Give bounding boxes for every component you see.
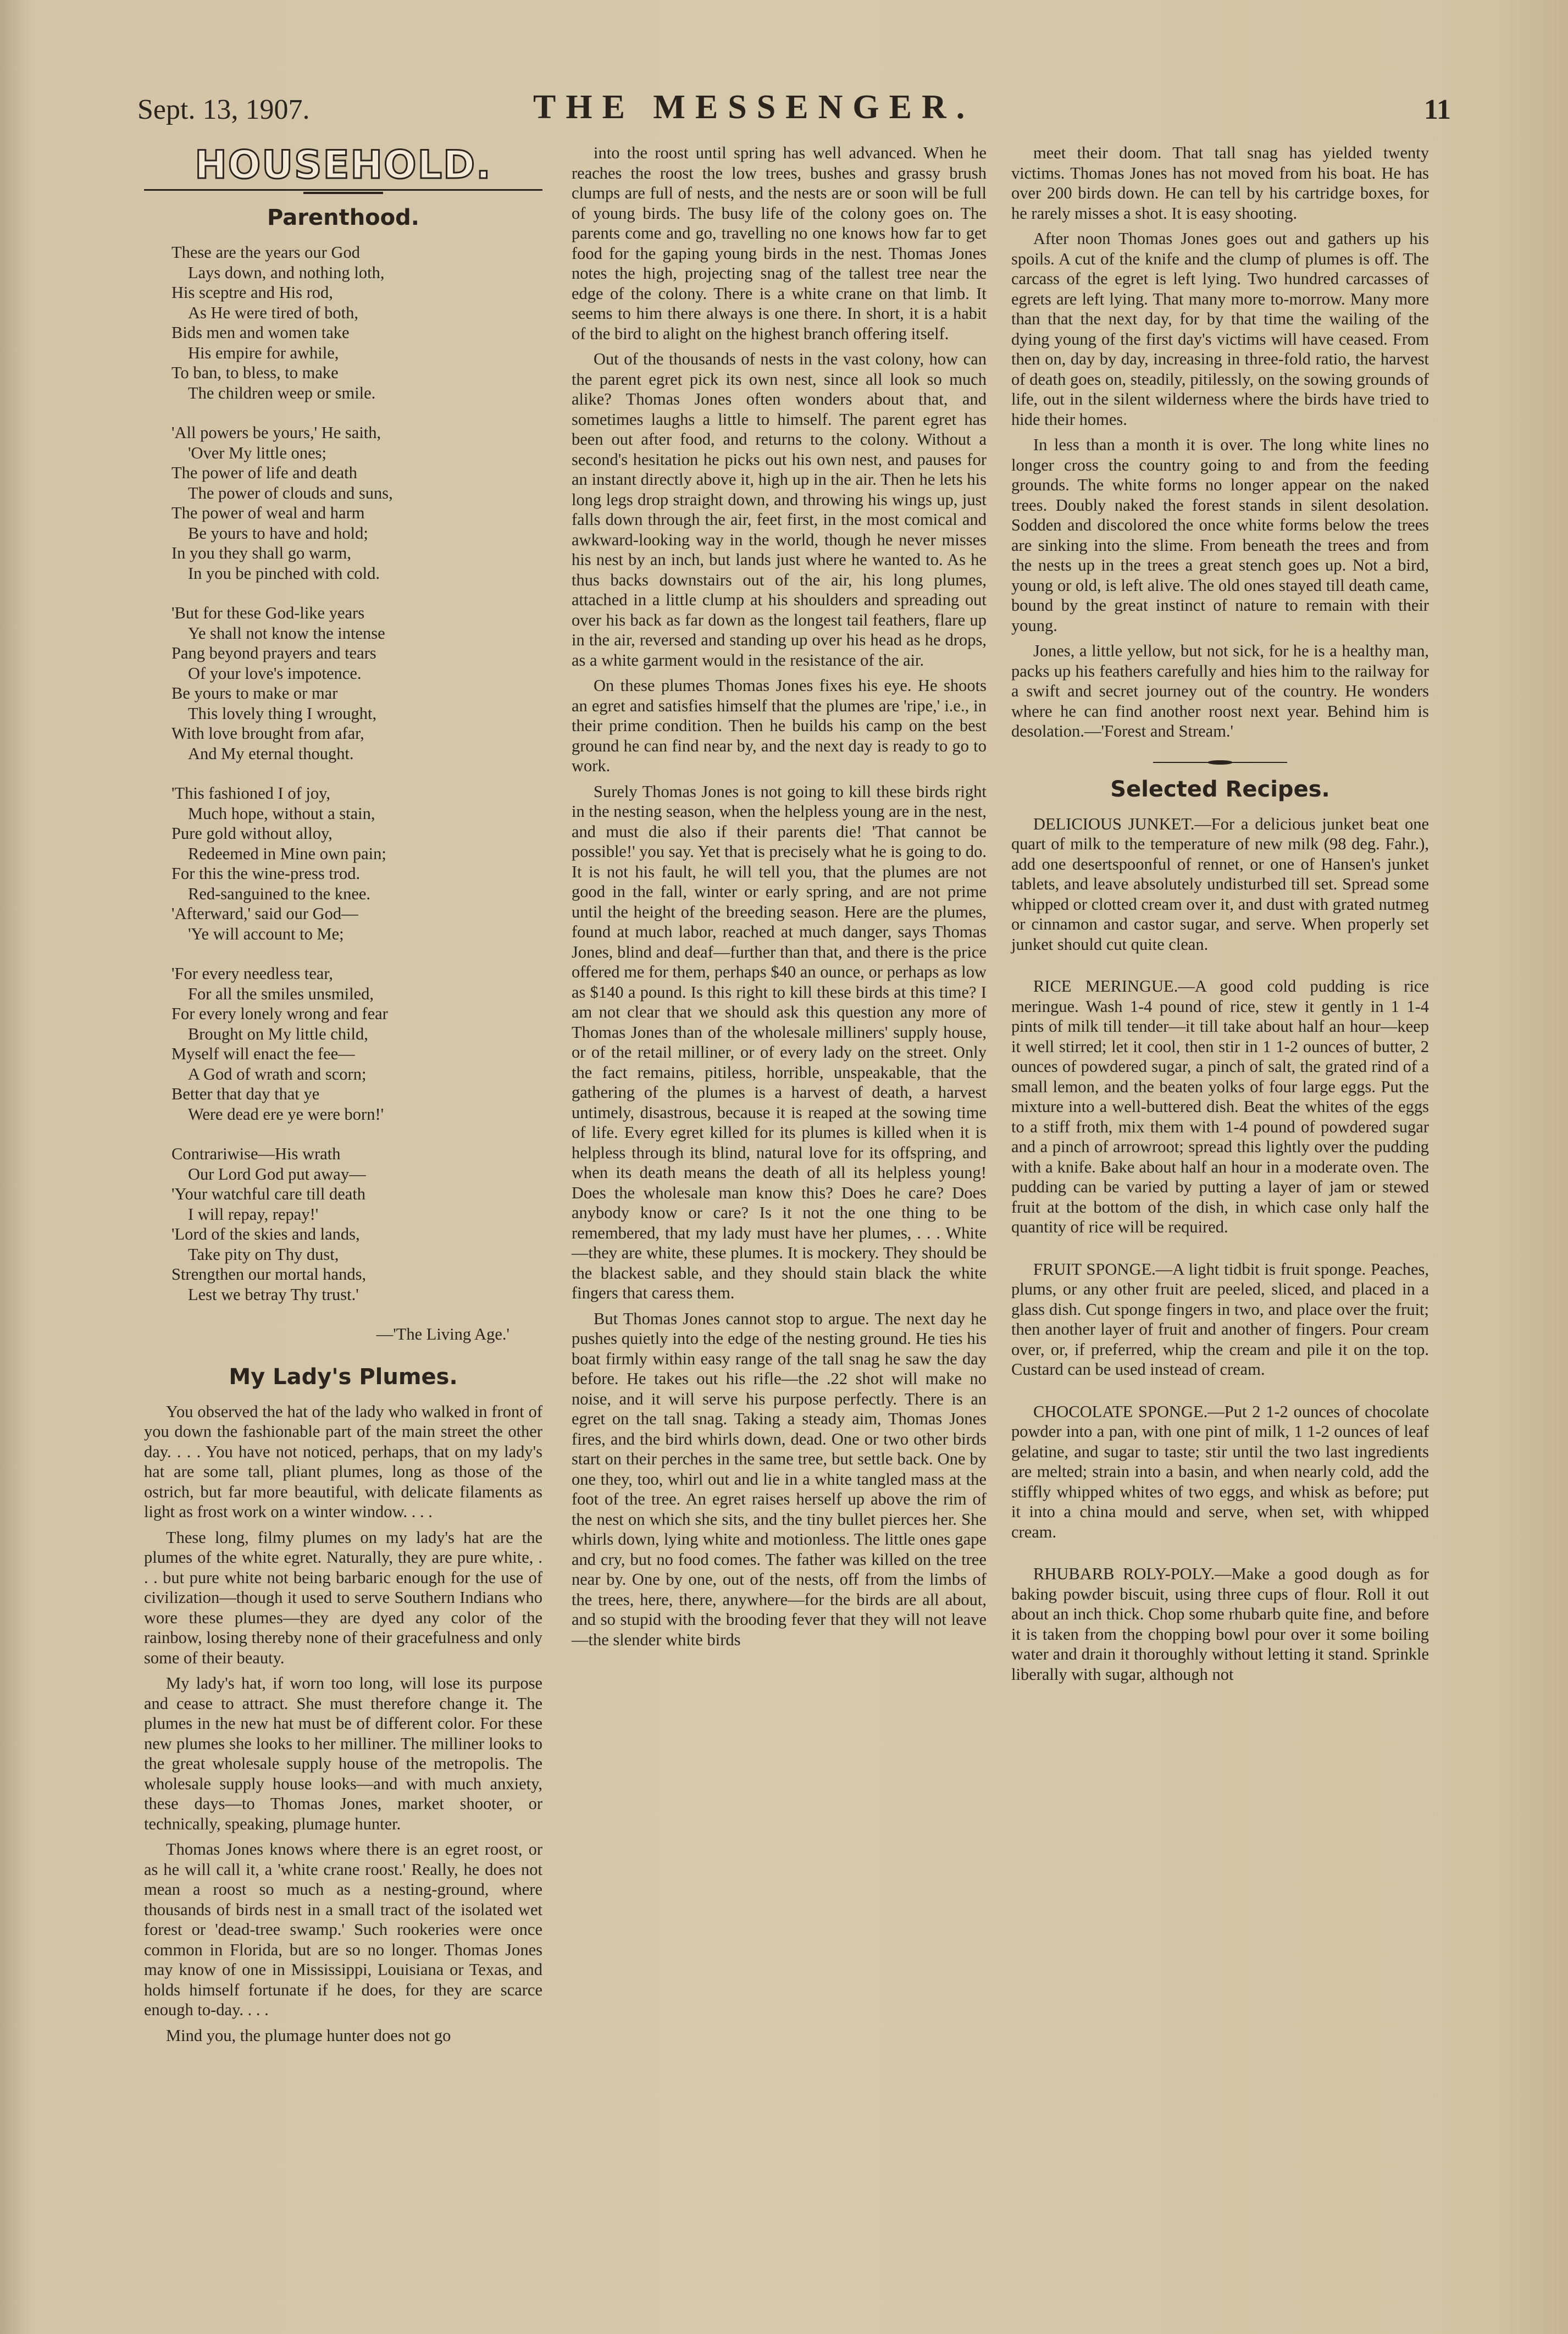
article-divider <box>1011 758 1429 767</box>
poem-line: Of your love's impotence. <box>188 663 362 683</box>
heading-rule <box>144 189 542 195</box>
parenthood-poem <box>171 242 542 1304</box>
poem-line: The children weep or smile. <box>188 383 376 402</box>
poem-line: And My eternal thought. <box>188 744 354 763</box>
article-paragraph: meet their doom. That tall snag has yielded twenty victims. Thomas Jones has not moved from his boat. He has over 200 birds down. He can tell by his cartridge boxes, for he rarely misses a shot. It is easy shooting. <box>1011 143 1429 223</box>
poem-line: With love brought from afar, <box>171 724 364 743</box>
poem-stanza <box>171 783 542 944</box>
poem-line: 'For every needless tear, <box>171 964 333 983</box>
plumes-text-col2 <box>572 143 987 1650</box>
poem-stanza <box>171 964 542 1124</box>
poem-line: 'Over My little ones; <box>188 443 326 462</box>
issue-date: Sept. 13, 1907. <box>137 94 310 125</box>
recipe-name: RHUBARB ROLY-POLY. <box>1033 1564 1215 1583</box>
recipe-text: —Make a good dough as for baking powder biscuit, using three cups of flour. Roll it out about an inch thick. Chop some rhubarb quite fine, and before it is taken from the chopping bowl pour over it some boiling water and drain it thoroughly without letting it stand. Sprinkle liberally with sugar, although not <box>1011 1564 1429 1684</box>
poem-line: 'All powers be yours,' He saith, <box>171 423 381 442</box>
poem-stanza <box>171 1144 542 1304</box>
poem-line: The power of weal and harm <box>171 504 365 522</box>
poem-line: A God of wrath and scorn; <box>188 1064 367 1083</box>
poem-stanza <box>171 423 542 583</box>
poem-line: Pang beyond prayers and tears <box>171 644 376 662</box>
poem-line: As He were tired of both, <box>188 303 358 322</box>
recipe-name: DELICIOUS JUNKET. <box>1033 814 1195 833</box>
poem-line: Take pity on Thy dust, <box>188 1245 339 1264</box>
poem-line: His empire for awhile, <box>188 343 339 362</box>
poem-stanza <box>171 242 542 403</box>
recipe-item <box>1011 814 1429 955</box>
poem-line: Bids men and women take <box>171 323 350 342</box>
recipe-text: —For a delicious junket beat one quart of milk to the temperature of new milk (98 deg. Fahr.), add one desertspoonful of rennet, or one of Hansen's junket tablets, and leave absolutely undisturbed till set. Spread some whipped or clotted cream over it, and dust with grated nutmeg or cinnamon and castor sugar, and serve. When properly set junket should cut quite clean. <box>1011 814 1429 954</box>
article-paragraph: into the roost until spring has well advanced. When he reaches the roost the low trees, bushes and grassy brush clumps are full of nests, and the nests are or soon will be full of young birds. The busy life of the colony goes on. The parents come and go, travelling no one knows how far to get food for the gaping young birds in the nest. Thomas Jones notes the high, projecting snag of the tallest tree near the edge of the colony. There is a white crane on that limb. It seems to him there always is one there. In short, it is a habit of the bird to alight on the highest branch offering itself. <box>572 143 987 343</box>
plumes-title: My Lady's Plumes. <box>229 1364 458 1390</box>
poem-line: This lovely thing I wrought, <box>188 704 377 723</box>
section-heading: HOUSEHOLD. <box>195 142 492 187</box>
poem-line: Brought on My little child, <box>188 1024 368 1043</box>
article-paragraph: You observed the hat of the lady who walked in front of you down the fashionable part of the main street the other day. . . . You have not noticed, perhaps, that on my lady's hat are some tall, pliant plumes, long as those of the ostrich, but far more beautiful, with delicate filaments as light as frost work on a winter window. . . . <box>144 1402 542 1521</box>
poem-line: In you they shall go warm, <box>171 544 351 562</box>
article-paragraph: Out of the thousands of nests in the vast colony, how can the parent egret pick its own nest, since all look so much alike? Thomas Jones often wonders about that, and sometimes laughs a little to himself. The parent egret has been out after food, and returns to the colony. Without a second's hesitation he picks out his own nest, and pauses for an instant directly above it, high up in the air. Then he lets his long legs drop straight down, and throwing his wings up, just falls down through the air, feet first, in the most comical and awkward-looking way in the world, though he never misses his nest by an inch, but lands just where he wanted to. As he thus backs downstairs out of the air, his long plumes, attached in a little clump at his shoulders and spreading out over his back as far down as the longest tail feathers, flare up in the air, reversed and standing up over his head as he drops, as a white garment would in the resistance of the air. <box>572 350 987 670</box>
recipe-name: RICE MERINGUE. <box>1033 977 1178 995</box>
parenthood-title: Parenthood. <box>267 205 419 230</box>
article-paragraph: Jones, a little yellow, but not sick, for he is a healthy man, packs up his feathers carefully and hies him to the railway for a swift and secret journey out of the country. He wonders where he can find another roost next year. Behind him is desolation.—'Forest and Stream.' <box>1011 641 1429 740</box>
article-paragraph: Mind you, the plumage hunter does not go <box>166 2026 451 2045</box>
poem-line: 'Ye will account to Me; <box>188 924 344 943</box>
recipe-text: —Put 2 1-2 ounces of chocolate powder into a pan, with one pint of milk, 1 1-2 ounces of leaf gelatine, and sugar to taste; stir until the two last ingredients are melted; strain into a basin, and when nearly cold, add the stiffly whipped whites of two eggs, and whisk as before; put it into a china mould and serve, when set, with whipped cream. <box>1011 1402 1429 1541</box>
article-paragraph: On these plumes Thomas Jones fixes his eye. He shoots an egret and satisfies himself that the plumes are 'ripe,' i.e., in their prime condition. Then he builds his camp on the best ground he can find near by, and the next day is ready to go to work. <box>572 676 987 775</box>
poem-line: 'Lord of the skies and lands, <box>171 1225 360 1243</box>
article-paragraph: My lady's hat, if worn too long, will lose its purpose and cease to attract. She must therefore change it. The plumes in the new hat must be of different color. For these new plumes she looks to her milliner. The milliner looks to the great wholesale supply house of the metropolis. The wholesale supply house looks—and with much anxiety, these days—to Thomas Jones, market shooter, or technically, speaking, plumage hunter. <box>144 1674 542 1833</box>
recipes-title: Selected Recipes. <box>1110 776 1330 802</box>
article-paragraph: Thomas Jones knows where there is an egret roost, or as he will call it, a 'white crane roost.' Really, he does not mean a roost so much as a nesting-ground, where thousands of birds nest in a small tract of the isolated wet forest or 'dead-tree swamp.' Such rookeries were once common in Florida, but are so no longer. Thomas Jones may know of one in Mississippi, Louisiana or Texas, and holds himself fortunate if he does, for they are scarce enough to-day. . . . <box>144 1840 542 2019</box>
poem-line: Our Lord God put away— <box>188 1164 366 1183</box>
page-number: 11 <box>1423 94 1451 125</box>
poem-line: 'But for these God-like years <box>171 604 365 622</box>
poem-line: 'Afterward,' said our God— <box>171 904 358 923</box>
recipe-name: CHOCOLATE SPONGE. <box>1033 1402 1208 1421</box>
poem-line: Contrariwise—His wrath <box>171 1144 341 1163</box>
column-1 <box>144 143 542 2051</box>
poem-line: Were dead ere ye were born!' <box>188 1104 384 1124</box>
poem-attribution: —'The Living Age.' <box>376 1325 509 1343</box>
poem-line: These are the years our God <box>171 243 360 262</box>
recipe-item <box>1011 1402 1429 1542</box>
poem-line: Redeemed in Mine own pain; <box>188 844 386 863</box>
plumes-text-col1 <box>144 1402 542 2046</box>
poem-line: In you be pinched with cold. <box>188 563 380 583</box>
poem-line: For all the smiles unsmiled, <box>188 984 374 1003</box>
column-2 <box>572 143 987 1655</box>
column-3 <box>1011 143 1429 1706</box>
poem-line: His sceptre and His rod, <box>171 283 333 302</box>
plumes-text-col3 <box>1011 143 1429 742</box>
recipe-item <box>1011 1259 1429 1380</box>
poem-line: Ye shall not know the intense <box>188 623 385 643</box>
recipe-text: —A good cold pudding is rice meringue. Wash 1-4 pound of rice, stew it gently in 1 1-4 pints of milk till tender—it till take about half an hour—keep it well stirred; let it cool, then stir in 1 1-2 ounces of butter, 2 ounces of powdered sugar, a pinch of salt, the grated rind of a small lemon, and the beaten yolks of four large eggs. Put the mixture into a well-buttered dish. Beat the whites of the eggs to a stiff froth, mix them with 1-4 pound of powdered sugar and a pinch of arrowroot; spread this lightly over the pudding with a knife. Bake about half an hour in a moderate oven. The pudding can be varied by putting a layer of jam or stewed fruit at the bottom of the dish, in which case only half the quantity of rice will be required. <box>1011 977 1429 1236</box>
article-paragraph: But Thomas Jones cannot stop to argue. The next day he pushes quietly into the edge of the nesting ground. He ties his boat firmly within easy range of the tall snag he saw the day before. He takes out his rifle—the .22 shot will make no noise, and it will serve his purpose perfectly. There is an egret on the tall snag. Taking a steady aim, Thomas Jones fires, and the bird whirls down, dead. One or two other birds start on their perches in the same tree, but settle back. One by one they, too, whirl out and lie in a white tangled mass at the foot of the tree. An egret raises herself up above the rim of the nest on which she sits, and the tiny bullet pierces her. She whirls down, lying white and motionless. The little ones gape and cry, but no food comes. The father was killed on the tree near by. One by one, out of the nests, off from the limbs of the trees, here, there, anywhere—for the birds are all about, and so stupid with the brooding fever that they will not leave—the slender white birds <box>572 1309 987 1649</box>
article-paragraph: After noon Thomas Jones goes out and gathers up his spoils. A cut of the knife and the clump of plumes is off. The carcass of the egret is left lying. Two hundred carcasses of egrets are left lying. That many more to-morrow. Many more than that the next day, for by that time the wailing of the dying young of the first day's victims will have ceased. From then on, day by day, increasing in three-fold ratio, the harvest of death goes on, steadily, pitilessly, on the sowing grounds of life, out in the silent wilderness where the birds have tried to hide their homes. <box>1011 229 1429 429</box>
poem-line: Red-sanguined to the knee. <box>188 884 371 903</box>
recipes-list <box>1011 814 1429 1685</box>
poem-line: Much hope, without a stain, <box>188 804 375 823</box>
poem-line: The power of clouds and suns, <box>188 483 393 502</box>
poem-line: Better that day that ye <box>171 1085 320 1103</box>
newspaper-title: THE MESSENGER. <box>533 89 975 126</box>
poem-line: Lays down, and nothing loth, <box>188 263 385 282</box>
poem-line: I will repay, repay!' <box>188 1204 319 1224</box>
poem-line: Lest we betray Thy trust.' <box>188 1285 359 1304</box>
article-paragraph: Surely Thomas Jones is not going to kill these birds right in the nesting season, when the helpless young are in the nest, and must die also if their parents die! 'That cannot be possible!' you say. Yet that is precisely what he is going to do. It is not his fault, he will tell you, that the plumes are not good in the fall, winter or early spring, and are not prime until the height of the breeding season. Here are the plumes, found at much labor, reached at much danger, says Thomas Jones, blind and deaf—further than that, and there is the price offered me for them, perhaps $40 an ounce, or perhaps as low as $140 a pound. Is this right to kill these birds at this time? I am not clear that we should ask this question any more of Thomas Jones than of the wholesale milliners' supply house, or of the retail milliner, or of every lady on the street. Only the fact remains, pitiless, horrible, unspeakable, that the gathering of the plumes is a harvest of death, a harvest untimely, disastrous, because it is reaped at the sowing time of life. Every egret killed for its plumes is killed when it is helpless through its blind, natural love for its offspring, and when its death means the death of all its helpless young! Does the wholesale man know this? Does he care? Does anybody know or care? Is it not the one thing to be remembered, that my lady must have her plumes, . . . White—they are white, these plumes. It is mockery. They should be the blackest sable, and they should stain black the white fingers that caress them. <box>572 782 987 1302</box>
poem-line: To ban, to bless, to make <box>171 363 339 382</box>
recipe-name: FRUIT SPONGE. <box>1033 1259 1156 1279</box>
poem-line: 'Your watchful care till death <box>171 1185 366 1203</box>
recipe-item <box>1011 976 1429 1237</box>
poem-stanza <box>171 603 542 764</box>
poem-line: The power of life and death <box>171 463 357 482</box>
recipe-item <box>1011 1564 1429 1684</box>
masthead <box>137 88 1451 132</box>
poem-line: Pure gold without alloy, <box>171 824 333 843</box>
poem-line: Myself will enact the fee— <box>171 1044 355 1063</box>
poem-line: For every lonely wrong and fear <box>171 1004 388 1023</box>
poem-line: 'This fashioned I of joy, <box>171 784 330 803</box>
poem-line: For this the wine-press trod. <box>171 864 361 883</box>
poem-line: Strengthen our mortal hands, <box>171 1265 367 1284</box>
poem-line: Be yours to make or mar <box>171 684 338 703</box>
article-paragraph: In less than a month it is over. The long white lines no longer cross the country going to and from the feeding grounds. The white forms no longer appear on the naked trees. Doubly naked the forest stands in silent desolation. Sodden and discolored the once white forms below the trees are sinking into the slime. From beneath the trees and from the nests up in the trees a great stench goes up. Not a bird, young or old, is left alive. The old ones stayed till death came, bound by the great instinct of nature to remain with their young. <box>1011 435 1429 635</box>
article-paragraph: These long, filmy plumes on my lady's hat are the plumes of the white egret. Naturally, they are pure white, . . . but pure white not being barbaric enough for the use of civilization—though it used to serve Southern Indians who wore these plumes—they are dyed any color of the rainbow, losing thereby none of their gracefulness and only some of their beauty. <box>144 1528 542 1667</box>
recipe-text: —A light tidbit is fruit sponge. Peaches, plums, or any other fruit are peeled, sliced, and placed in a glass dish. Cut sponge fingers in two, and place over the fruit; then another layer of fruit and another of fingers. Pour cream over, or, if preferred, whip the cream and pile it on the top. Custard can be used instead of cream. <box>1011 1259 1430 1379</box>
poem-line: Be yours to have and hold; <box>188 523 368 543</box>
